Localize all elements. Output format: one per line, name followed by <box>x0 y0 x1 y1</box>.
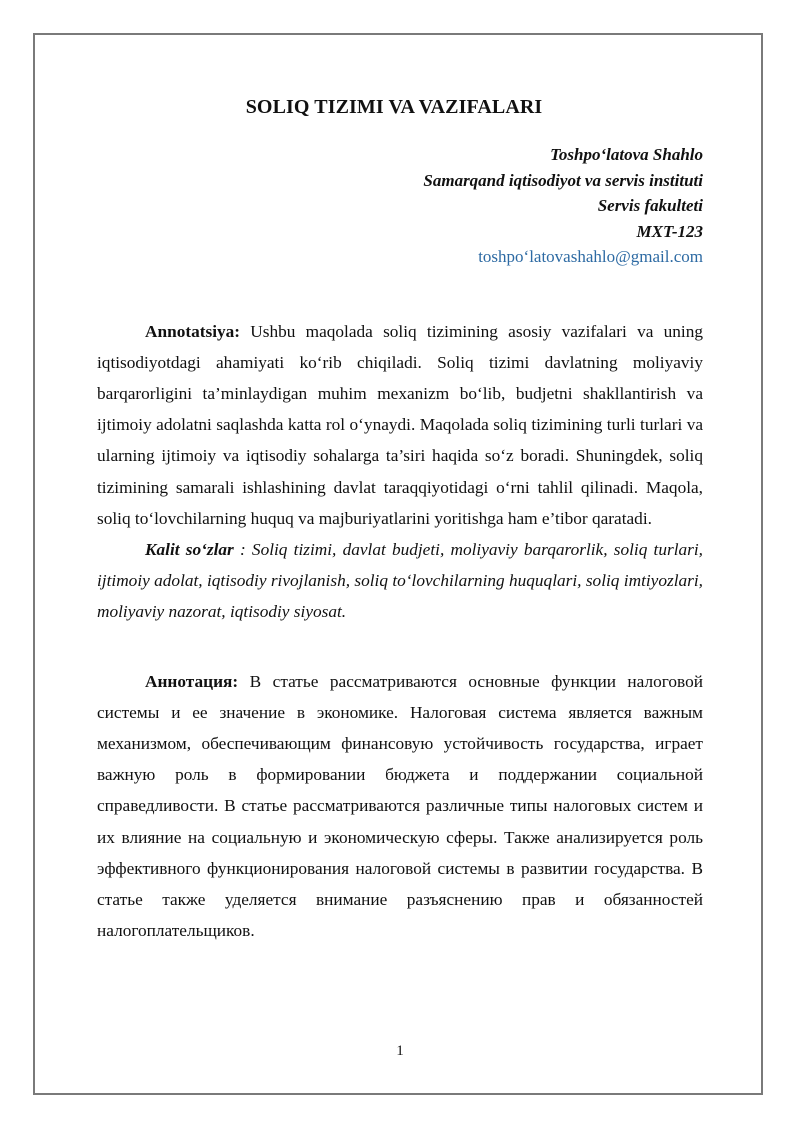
author-faculty: Servis fakulteti <box>597 196 703 215</box>
abstract-ru-section <box>97 666 703 947</box>
author-email-link[interactable]: toshpo‘latovashahlo@gmail.com <box>478 247 703 266</box>
document-content <box>97 96 703 946</box>
author-group: MXT-123 <box>636 221 703 241</box>
keywords-uz-paragraph <box>97 534 703 628</box>
abstract-ru-text: В статье рассматриваются основные функции налоговой системы и ее значение в экономике. Налоговая система является важным механизмом, обеспечивающим финансовую устойчивость государства, играет важную роль в формировании бюджета и поддержании социальной справедливости. В статье рассматриваются различные типы налоговых систем и их влияние на социальную и экономическую сферы. Также анализируется роль эффективного функционирования налоговой системы в развитии государства. В статье также уделяется внимание разъяснению прав и обязанностей налогоплательщиков. <box>97 671 703 941</box>
abstract-uz-paragraph <box>97 316 703 534</box>
keywords-uz-text: : Soliq tizimi, davlat budjeti, moliyaviy barqarorlik, soliq turlari, ijtimoiy adolat, iqtisodiy rivojlanish, soliq to‘lovchilarning huquqlari, soliq imtiyozlari, moliyaviy nazorat, iqtisodiy siyosat. <box>97 539 703 622</box>
abstract-uz-section <box>97 316 703 628</box>
abstract-ru-paragraph <box>97 666 703 947</box>
author-institution: Samarqand iqtisodiyot va servis instituti <box>423 170 703 190</box>
abstract-ru-label: Аннотация: <box>145 671 239 691</box>
abstract-uz-label: Annotatsiya: <box>145 321 241 341</box>
keywords-uz-label: Kalit so‘zlar <box>145 539 234 559</box>
author-block <box>97 142 703 270</box>
abstract-uz-text: Ushbu maqolada soliq tizimining asosiy vazifalari va uning iqtisodiyotdagi ahamiyati ko‘rib chiqiladi. Soliq tizimi davlatning moliyaviy barqarorligini ta’minlaydigan muhim mexanizm bo‘lib, budjetni shakllantirish va ijtimoiy adolatni saqlashda katta rol o‘ynaydi. Maqolada soliq tizimining turli turlari va ularning ijtimoiy va iqtisodiy sohalarga ta’siri haqida so‘z boradi. Shuningdek, soliq tizimining samarali ishlashining davlat taraqqiyotidagi o‘rni tahlil qilinadi. Maqola, soliq to‘lovchilarning huquq va majburiyatlarini yoritishga ham e’tibor qaratadi. <box>97 321 703 528</box>
page-number: 1 <box>396 1043 404 1059</box>
author-name: Toshpo‘latova Shahlo <box>550 145 703 164</box>
document-title: SOLIQ TIZIMI VA VAZIFALARI <box>245 96 543 118</box>
